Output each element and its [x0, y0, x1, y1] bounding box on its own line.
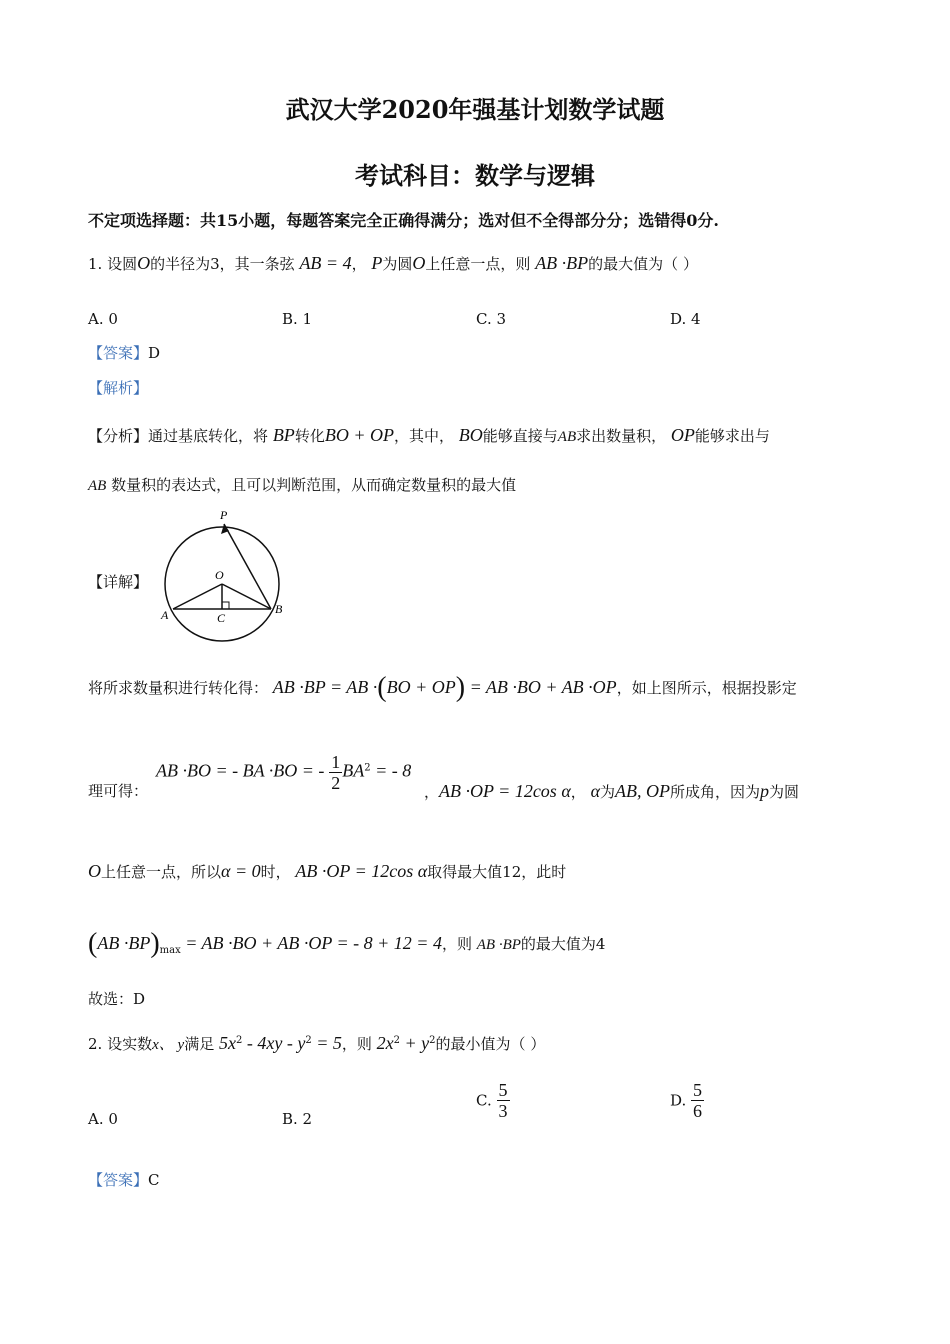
math: BO + OP — [386, 677, 456, 697]
math: AB ·BP — [476, 937, 521, 953]
option-a[interactable]: A. 0 — [88, 310, 118, 328]
answer-line — [88, 342, 160, 364]
fraction: $\frac{5}{6}$ — [693, 1080, 703, 1121]
text: 取得最大值12，此时 — [427, 863, 567, 881]
option-d[interactable]: D. $\frac{5}{6}$ — [670, 1080, 703, 1121]
text: 所成角，因为 — [670, 783, 761, 801]
right-angle-mark — [222, 602, 229, 609]
text: 为圆 — [769, 783, 800, 801]
answer-value: D — [148, 344, 161, 362]
fenxi-tag: 【分析】 — [88, 427, 149, 445]
option-a[interactable]: A. 0 — [88, 1110, 118, 1128]
vec-ab: AB — [88, 478, 107, 494]
question-2-stem: 2. 设实数x、 y满足 $5x^2 - 4xy - y^2 = 5$，则 $2x^2 + y^2$的最小值为（ ） — [88, 1033, 546, 1053]
text: ，如上图所示，根据投影定 — [616, 679, 797, 697]
step-1: 将所求数量积进行转化得： AB ·BP = AB ·(BO + OP) = AB ·BO + AB ·OP，如上图所示，根据投影定 — [88, 672, 797, 703]
analysis-tag: 【解析】 — [88, 379, 149, 397]
page-subtitle: 考试科目：数学与逻辑 — [355, 161, 595, 190]
math-o: O — [137, 253, 151, 273]
math: BA — [342, 760, 365, 781]
text: 数量积的表达式，且可以判断范围，从而确定数量积的最大值 — [111, 476, 517, 494]
text: 将所求数量积进行转化得： — [88, 679, 269, 697]
max-subscript: max — [159, 945, 181, 956]
math: AB ·BP — [97, 933, 151, 953]
text: 通过基底转化，将 — [148, 427, 269, 445]
math: AB ·BO = - BA ·BO = - — [156, 760, 325, 781]
math-p: p — [760, 781, 770, 801]
math: = 5 — [311, 1033, 342, 1053]
option-d[interactable]: D. 4 — [670, 310, 701, 328]
segment-ao — [173, 584, 222, 609]
text: 能够求出与 — [694, 427, 770, 445]
step-2-math: AB ·BO = - BA ·BO = - $\frac{1}{2}$ $BA^2$ = - 8 — [156, 752, 412, 793]
detail-tag: 【详解】 — [88, 573, 149, 591]
math-o: O — [88, 861, 101, 881]
text: 求出数量积， — [576, 427, 667, 445]
text: 的最大值为（ ） — [588, 255, 698, 273]
text: ， — [424, 783, 440, 801]
text: ， — [570, 783, 586, 801]
math: = AB ·BO + AB ·OP = - 8 + 12 = 4 — [180, 933, 442, 953]
text: 为圆 — [382, 255, 413, 273]
label-o: O — [215, 568, 224, 582]
math-alpha: α — [590, 781, 601, 801]
vec-op: OP — [670, 425, 695, 445]
text: 时， — [260, 863, 291, 881]
text: 的最大值为4 — [520, 935, 606, 953]
math: = - 8 — [370, 760, 412, 781]
math-xy: x、 y — [152, 1037, 185, 1053]
conclusion: 故选：D — [88, 990, 146, 1008]
math: - 4xy - y — [242, 1033, 306, 1053]
math: + y — [400, 1033, 430, 1053]
math: 2x — [376, 1033, 394, 1053]
answer-value: C — [148, 1171, 160, 1189]
text: 设圆 — [107, 255, 138, 273]
math: AB ·BP = AB · — [272, 677, 378, 697]
text: ， — [351, 255, 367, 273]
text: ，其中， — [393, 427, 454, 445]
text: 为 — [600, 783, 616, 801]
math: 5x — [218, 1033, 236, 1053]
circle-diagram — [155, 505, 290, 647]
vec-bo: BO — [458, 425, 483, 445]
question-number: 1. — [88, 255, 103, 273]
answer-line — [88, 1169, 160, 1191]
option-b[interactable]: B. 1 — [282, 310, 313, 328]
math: AB, OP — [615, 781, 671, 801]
math: AB ·OP = 12cos α — [439, 781, 571, 801]
page-title: 武汉大学2020年强基计划数学试题 — [285, 95, 665, 124]
option-b[interactable]: B. 2 — [282, 1110, 313, 1128]
vec-ab: AB — [557, 429, 577, 445]
text: ，则 — [441, 935, 472, 953]
text: 满足 — [184, 1035, 215, 1053]
text: 的半径为3，其一条弦 — [150, 255, 295, 273]
text: 上任意一点，则 — [425, 255, 531, 273]
question-number: 2. — [88, 1035, 103, 1053]
option-c[interactable]: C. 3 — [476, 310, 507, 328]
label-b: B — [275, 602, 283, 616]
math-chord: AB = 4 — [299, 253, 352, 273]
step-4: $(AB \cdot BP)_{max}$ = AB ·BO + AB ·OP = - 8 + 12 = 4，则 AB ·BP的最大值为4 — [88, 928, 606, 959]
math: AB ·OP = 12cos α — [295, 861, 428, 881]
text: 上任意一点，所以 — [101, 863, 222, 881]
arrow-head — [221, 524, 229, 534]
step-3 — [88, 860, 566, 883]
question-1-stem — [88, 252, 698, 275]
math: α = 0 — [221, 861, 261, 881]
answer-tag: 【答案】 — [88, 344, 149, 362]
math-expr: AB ·BP — [535, 253, 589, 273]
label-p: P — [220, 508, 228, 522]
step-2-label: 理可得： — [88, 782, 149, 800]
answer-tag: 【答案】 — [88, 1171, 149, 1189]
label-a: A — [161, 608, 169, 622]
option-c[interactable]: C. $\frac{5}{3}$ — [476, 1080, 508, 1121]
math-o: O — [412, 253, 426, 273]
text: 转化 — [294, 427, 325, 445]
step-2-rest — [424, 780, 799, 803]
vec-bo-op: BO + OP — [324, 425, 394, 445]
vec-bp: BP — [272, 425, 295, 445]
text: 能够直接与 — [482, 427, 558, 445]
math-p: P — [371, 253, 383, 273]
math: = AB ·BO + AB ·OP — [465, 677, 617, 697]
text: ，则 — [341, 1035, 372, 1053]
fraction: $\frac{5}{3}$ — [498, 1080, 508, 1121]
fraction-half: $\frac{1}{2}$ — [331, 752, 341, 793]
fenxi-line-2 — [88, 474, 516, 497]
text: 的最小值为（ ） — [435, 1035, 546, 1053]
label-c: C — [217, 611, 226, 625]
instructions: 不定项选择题：共15小题，每题答案完全正确得满分；选对但不全得部分分；选错得0分. — [88, 211, 719, 230]
text: 设实数 — [107, 1035, 153, 1053]
fenxi-line-1 — [88, 424, 770, 448]
